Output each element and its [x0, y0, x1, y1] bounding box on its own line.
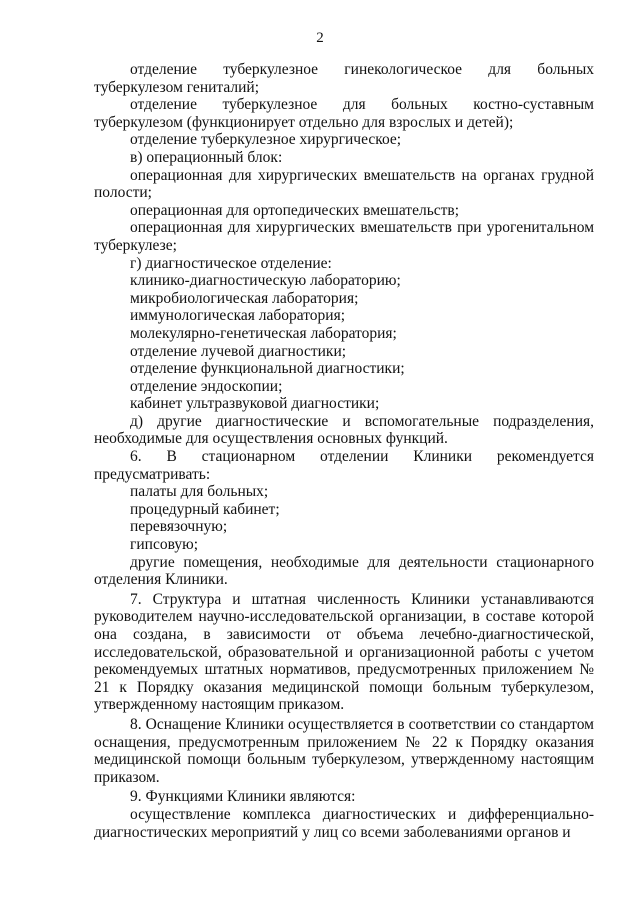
paragraph: 6. В стационарном отделении Клиники рекомендуется предусматривать: [94, 448, 594, 483]
document-body [94, 61, 594, 841]
paragraph: микробиологическая лаборатория; [130, 289, 359, 307]
paragraph: отделение эндоскопии; [130, 377, 283, 395]
paragraph: операционная для хирургических вмешательств на органах грудной полости; [94, 166, 594, 202]
page-number: 2 [316, 30, 324, 46]
paragraph: перевязочную; [130, 518, 228, 536]
paragraph: 8. Оснащение Клиники осуществляется в соответствии со стандартом оснащения, предусмотренным приложением № 22 к Порядку оказания медицинской помощи больным туберкулезом, утвержденному настоящим приказом. [94, 715, 594, 786]
paragraph: молекулярно-генетическая лаборатория; [130, 324, 397, 342]
paragraph: отделение туберкулезное хирургическое; [130, 131, 402, 149]
paragraph: отделение функциональной диагностики; [130, 360, 405, 378]
paragraph: клинико-диагностическую лабораторию; [130, 272, 401, 290]
paragraph: гипсовую; [130, 536, 199, 554]
paragraph: отделение туберкулезное гинекологическое для больных туберкулезом гениталий; [94, 61, 594, 96]
paragraph: палаты для больных; [130, 483, 269, 501]
paragraph: г) диагностическое отделение: [130, 254, 332, 272]
paragraph: процедурный кабинет; [130, 500, 280, 518]
paragraph: операционная для хирургических вмешательств при урогенитальном туберкулезе; [94, 219, 594, 254]
paragraph: д) другие диагностические и вспомогательные подразделения, необходимые для осуществления основных функций. [94, 412, 594, 448]
paragraph: другие помещения, необходимые для деятельности стационарного отделения Клиники. [94, 553, 594, 589]
paragraph: осуществление комплекса диагностических и дифференциально-диагностических мероприятий у лиц со всеми заболеваниями органов и [94, 805, 594, 841]
paragraph: кабинет ультразвуковой диагностики; [130, 395, 380, 413]
paragraph: 7. Структура и штатная численность Клиники устанавливаются руководителем научно-исследовательской организации, в составе которой она создана, в зависимости от объема лечебно-диагностической, исследовательской, образовательной и организационной работы с учетом рекомендуемых штатных нормативов, предусмотренных приложением № 21 к Порядку оказания медицинской помощи больным туберкулезом, утвержденному настоящим приказом. [94, 590, 594, 714]
paragraph: в) операционный блок: [130, 148, 283, 166]
paragraph: 9. Функциями Клиники являются: [130, 788, 356, 806]
paragraph: отделение лучевой диагностики; [130, 342, 347, 360]
paragraph: иммунологическая лаборатория; [130, 307, 346, 325]
paragraph: отделение туберкулезное для больных костно-суставным туберкулезом (функционирует отдельно для взрослых и детей); [94, 96, 594, 131]
paragraph: операционная для ортопедических вмешательств; [130, 201, 460, 219]
